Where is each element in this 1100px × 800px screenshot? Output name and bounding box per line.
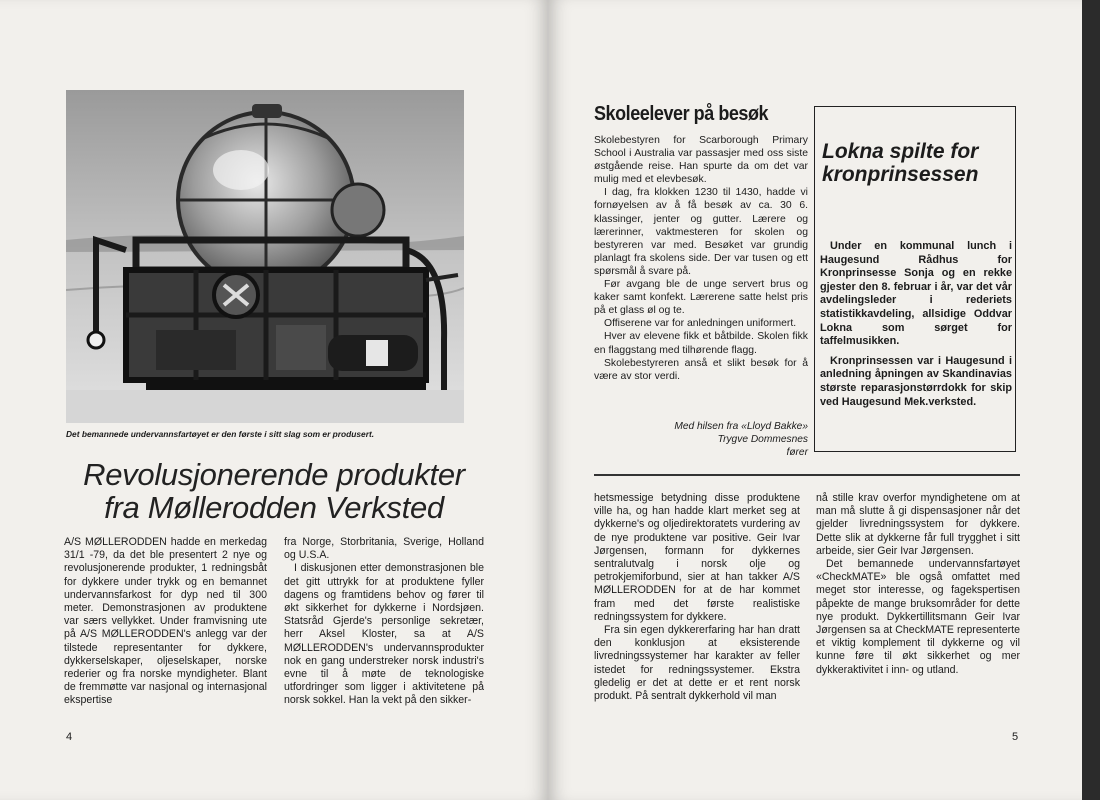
signature-line: Trygve Dommesnes (717, 434, 808, 445)
paragraph: Under en kommunal lunch i Haugesund Rådhus for Kronprinsesse Sonja og en rekke gjester den 8. februar i år, var det vår avdelingsleder i rederiets statistikkavdeling, allsidige Oddvar Lokna som sørget for taffelmusikken. (820, 240, 1012, 348)
paragraph: Offiserene var for anledningen uniformert. (604, 318, 797, 330)
skole-title: Skoleelever på besøk (594, 103, 769, 125)
paragraph: fra Norge, Storbritania, Sverige, Holland og U.S.A. (284, 536, 484, 562)
lokna-text (820, 240, 1012, 409)
submarine-photo (66, 90, 464, 423)
paragraph: Fra sin egen dykkererfaring har han dratt den konklusjon at eksisterende livredningssystemer har karakter av feller istedet for redningssystemer. Ekstra gledelig er det at dette er et rent norsk produkt. På sentralt dykkerhold vil man (594, 624, 800, 703)
page-number-left: 4 (66, 731, 73, 743)
signature-line: fører (786, 447, 808, 458)
photo-caption: Det bemannede undervannsfartøyet er den første i sitt slag som er produsert. (66, 429, 375, 439)
article-column-3 (594, 492, 800, 703)
lokna-title: Lokna spilte for kronprinsessen (822, 140, 979, 186)
signature (594, 420, 808, 459)
paragraph: I diskusjonen etter demonstrasjonen ble det gitt uttrykk for at produktene fyller dagens og framtidens behov og fører til økt sikkerhet for dykkerne i Nordsjøen. Statsråd Gjerde's personlige sekretær, herr Aksel Kloster, sa at A/S MØLLERODDEN's undervannsprodukter nok en gang understreker norsk industri's evne til å møte de teknologiske utfordringer som ligger i aktivitetene på norsk sokkel. Han la vekt på den sikker- (284, 562, 484, 707)
page-number-right: 5 (1012, 731, 1019, 743)
submarine-illustration (66, 90, 464, 423)
article-column-2 (284, 536, 484, 708)
paragraph: nå stille krav overfor myndighetene om at man må slutte å gi dispensasjoner når det gjelder livredningssystem for dykkere. Dette slik at dykkerne får full trygghet i sitt arbeide, sier Geir Ivar Jørgensen. (816, 492, 1020, 557)
paragraph: Før avgang ble de unge servert brus og kaker samt konfekt. Lærerene satte helst pris på et glass øl og te. (594, 279, 808, 317)
page-edge (1082, 0, 1100, 800)
paragraph: Hver av elevene fikk et båtbilde. Skolen fikk en flaggstang med tilhørende flagg. (594, 331, 808, 356)
section-divider (594, 474, 1020, 476)
paragraph: Kronprinsessen var i Haugesund i anledning åpningen av Skandinavias største reparasjonstørrdokk for skip ved Haugesund Mek.verksted. (820, 354, 1012, 408)
paragraph: Det bemannede undervannsfartøyet «CheckMATE» ble også omfattet med meget stor interesse, og fagekspertisen påpekte de mange bruksområder for dette nye produkt. Dykkertillitsmann Geir Ivar Jørgensen sa at CheckMATE representerte et viktig komplement til dykkerne og vil kunne føre til økt sikkerhet og mer dykkeraktivitet i inn- og utland. (816, 558, 1020, 676)
paragraph: hetsmessige betydning disse produktene ville ha, og han hadde klart merket seg at dykkerne's og oljedirektoratets vurdering av de nye produktene var positive. Geir Ivar Jørgensen, formann for dykkernes sentralutvalg i norsk olje og petrokjemiforbund, sier at han takker A/S MØLLERODDEN for at de har kommet fram med det første realistiske redningssystem for dykkere. (594, 492, 800, 623)
article-column-1 (64, 536, 267, 708)
paragraph: A/S MØLLERODDEN hadde en merkedag 31/1 -79, da det ble presentert 2 nye og revolusjonerende produkter, 1 redningsbåt for dykkere under trykk og en bemannet undervannsfarkost for dyp ned til 300 meter. Demonstrasjonen av produktene var særs vellykket. Under framvisning ute på A/S MØLLERODDEN's anlegg var der tilstede representanter for dykkere, dykkerselskaper, oljeselskaper, norske rederier og fra norske myndigheter. Blant de fremmøtte var nasjonal og internasjonal ekspertise (64, 536, 267, 707)
article-title (64, 458, 484, 524)
article-column-4 (816, 492, 1020, 677)
paragraph: Skolebestyren for Scarborough Primary School i Australia var passasjer med oss siste østgående reise. Han spurte da om det var mulig med et elevbesøk. (594, 135, 808, 186)
paragraph: I dag, fra klokken 1230 til 1430, hadde vi fornøyelsen av å få besøk av ca. 30 6. klassinger, jenter og gutter. Lærere og lærerinner, vaktmesteren for skolen og bestyreren var med. Besøket var grundig planlagt fra skolens side. Der var tusen og ett spørsmål å svare på. (594, 187, 808, 277)
article-title-line2: fra Møllerodden Verksted (104, 490, 444, 525)
signature-line: Med hilsen fra «Lloyd Bakke» (674, 421, 808, 432)
paragraph: Skolebestyreren anså et slikt besøk for å være av stor verdi. (594, 357, 808, 382)
skole-article (594, 134, 808, 383)
left-page (0, 0, 548, 800)
article-title-line1: Revolusjonerende produkter (83, 457, 465, 492)
